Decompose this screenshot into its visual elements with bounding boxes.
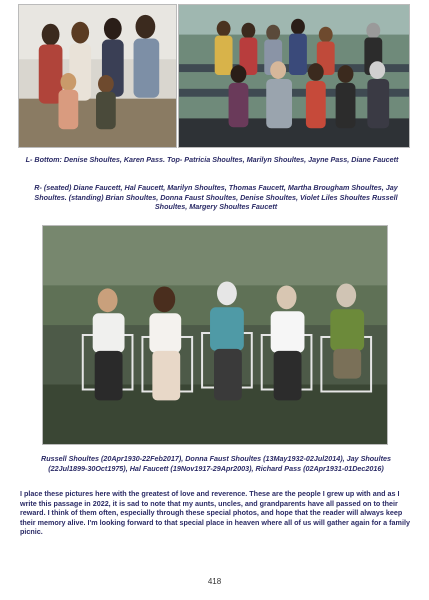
photo-lawn-chairs-group: [42, 225, 388, 445]
photo-family-bleachers-image: [179, 5, 409, 147]
photo-family-bleachers: [178, 4, 410, 148]
caption-right-photo: R- (seated) Diane Faucett, Hal Faucett, Marilyn Shoultes, Thomas Faucett, Martha Brougham Shoultes, Jay Shoultes. (standing) Brian Shoultes, Donna Faust Shoultes, Denise Shoultes, Violet Liles Shoultes Russell Shoultes, Margery Shoultes Faucett: [34, 183, 398, 211]
caption-left-photo: L- Bottom: Denise Shoultes, Karen Pass. Top- Patricia Shoultes, Marilyn Shoultes, Jayne Pass, Diane Faucett: [25, 155, 399, 164]
photo-lawn-chairs-image: [43, 226, 387, 444]
page-number: 418: [207, 577, 222, 586]
photo-girls-group-image: [19, 5, 176, 147]
photo-girls-group: [18, 4, 177, 148]
memorial-paragraph: I place these pictures here with the greatest of love and reverence. These are the people I grew up with and as I write this passage in 2022, it is sad to note that my aunts, uncles, and grandparents have all passed on to their reward. I think of them often, especially through these special photos, and hope that the reader will always keep their memory alive. I'm looking forward to that special place in heaven where all of us will gather again for a family picnic.: [20, 489, 410, 537]
caption-bottom-photo: Russell Shoultes (20Apr1930-22Feb2017), Donna Faust Shoultes (13May1932-02Jul2014), Jay Shoultes (22Jul1899-30Oct1975), Hal Faucett (19Nov1917-29Apr2003), Richard Pass (02Apr1931-01Dec2016): [41, 454, 391, 473]
